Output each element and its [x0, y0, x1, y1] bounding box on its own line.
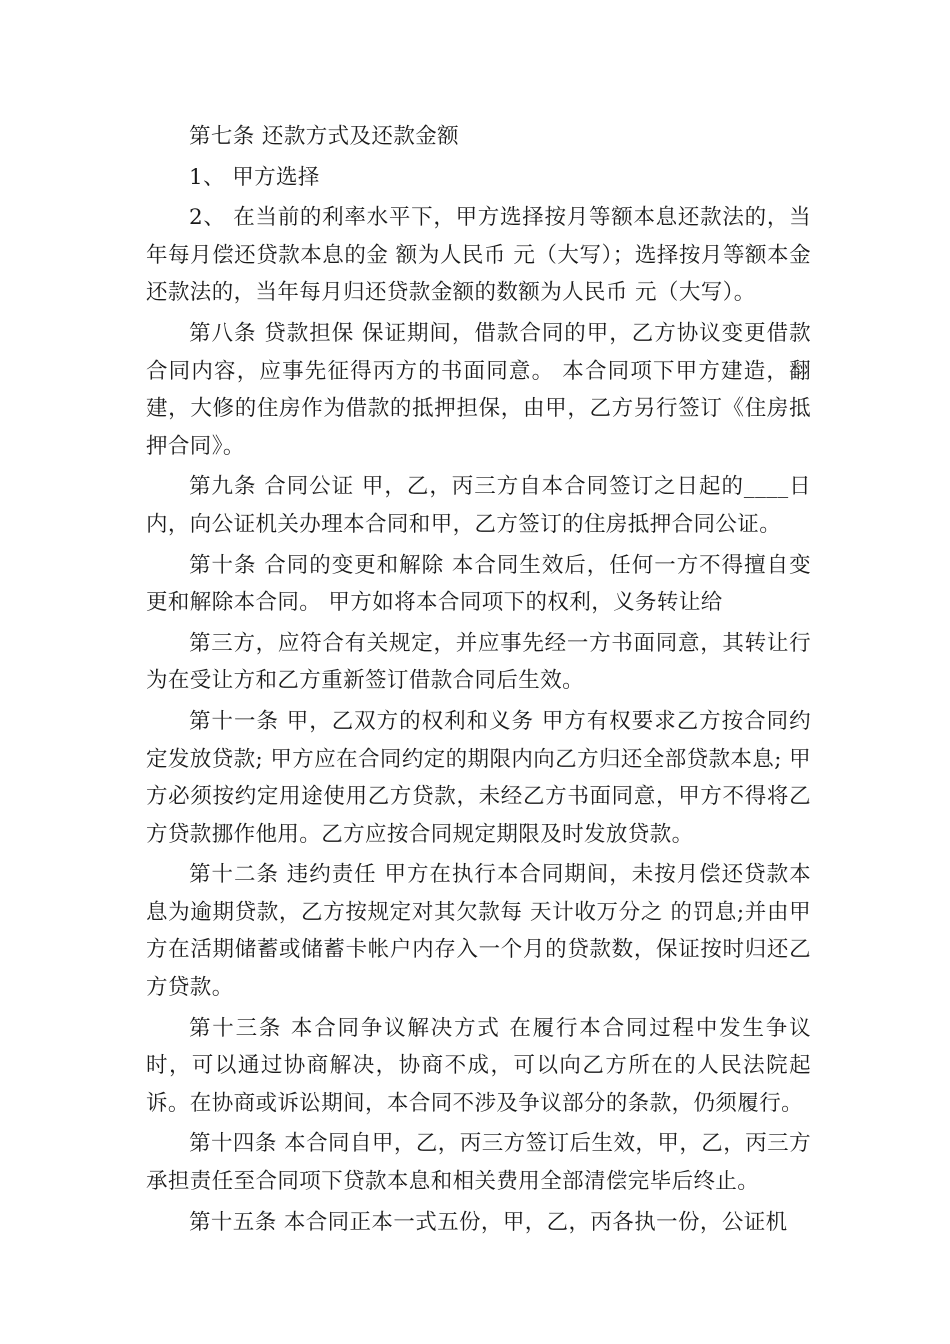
document-body	[146, 118, 811, 1241]
article-7-item-2: 2、 在当前的利率水平下，甲方选择按月等额本息还款法的，当年每月偿还贷款本息的金 额为人民币 元（大写）；选择按月等额本金还款法的，当年每月归还贷款金额的数额为人民币 元（大写）。	[146, 205, 811, 306]
article-11-paragraph: 第十一条 甲，乙双方的权利和义务 甲方有权要求乙方按合同约定发放贷款; 甲方应在合同约定的期限内向乙方归还全部贷款本息; 甲方必须按约定用途使用乙方贷款，未经乙方书面同意，甲方不得将乙方贷款挪作他用。乙方应按合同规定期限及时发放贷款。	[146, 708, 811, 847]
article-15-paragraph: 第十五条 本合同正本一式五份，甲，乙，丙各执一份，公证机	[189, 1209, 788, 1235]
article-7-heading: 第七条 还款方式及还款金额	[189, 124, 460, 149]
article-9-paragraph: 第九条 合同公证 甲，乙，丙三方自本合同签订之日起的____日内，向公证机关办理本合同和甲，乙方签订的住房抵押合同公证。	[146, 474, 811, 537]
article-13-paragraph: 第十三条 本合同争议解决方式 在履行本合同过程中发生争议时，可以通过协商解决，协商不成，可以向乙方所在的人民法院起诉。在协商或诉讼期间，本合同不涉及争议部分的条款，仍须履行。	[146, 1015, 811, 1116]
article-8-paragraph: 第八条 贷款担保 保证期间，借款合同的甲，乙方协议变更借款合同内容，应事先征得丙方的书面同意。 本合同项下甲方建造，翻建，大修的住房作为借款的抵押担保，由甲，乙方另行签订《住房抵押合同》。	[146, 320, 811, 459]
article-10-paragraph: 第十条 合同的变更和解除 本合同生效后，任何一方不得擅自变更和解除本合同。 甲方如将本合同项下的权利，义务转让给	[146, 552, 811, 616]
article-10-continuation: 第三方，应符合有关规定，并应事先经一方书面同意，其转让行为在受让方和乙方重新签订借款合同后生效。	[146, 630, 811, 694]
article-14-paragraph: 第十四条 本合同自甲，乙，丙三方签订后生效，甲，乙，丙三方承担责任至合同项下贷款本息和相关费用全部清偿完毕后终止。	[146, 1131, 811, 1195]
article-7-item-1: 1、 甲方选择	[189, 164, 320, 190]
article-12-paragraph: 第十二条 违约责任 甲方在执行本合同期间，未按月偿还贷款本息为逾期贷款，乙方按规定对其欠款每 天计收万分之 的罚息;并由甲方在活期储蓄或储蓄卡帐户内存入一个月的贷款数，保证按时归还乙方贷款。	[146, 862, 811, 1001]
